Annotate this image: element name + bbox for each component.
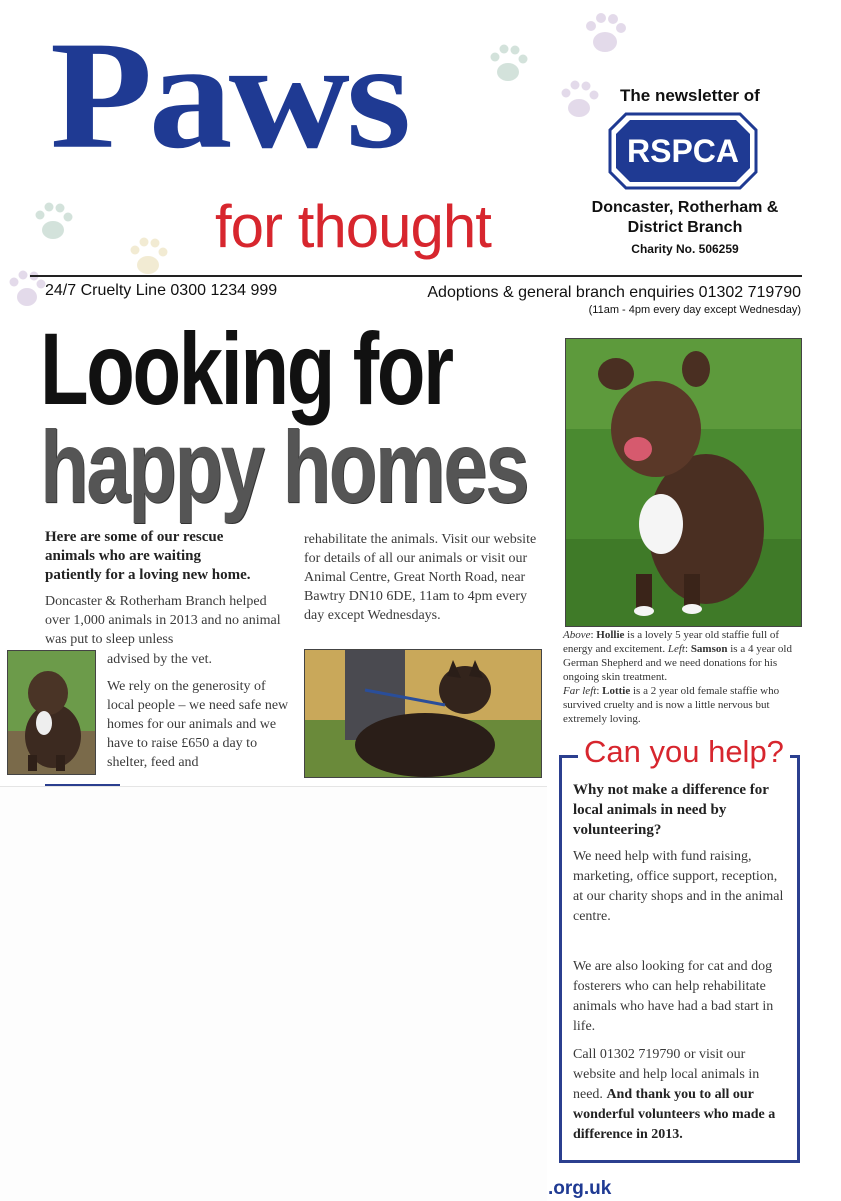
- article-paragraph-3: rehabilitate the animals. Visit our website for details of all our animals or visit our Animal Centre, Great North Road, near Bawtry DN10 6DE, 11am to 4pm every day except Wednesdays.: [304, 532, 537, 623]
- headline-line-1: Looking for: [40, 312, 452, 426]
- paw-print-icon: [30, 200, 76, 244]
- adoptions-line: Adoptions & general branch enquiries 01302 719790: [427, 284, 801, 301]
- paw-print-icon: [485, 42, 531, 86]
- caption-left-text: is a 4 year old German Shepherd and we need donations for his ongoing skin treatment.: [563, 643, 792, 683]
- rspca-logo: [608, 112, 758, 190]
- caption-farleft-name: Lottie: [602, 685, 631, 697]
- paw-print-icon: [556, 78, 602, 122]
- article-intro: Here are some of our rescue animals who are waiting patiently for a loving new home.: [45, 529, 251, 583]
- caption-farleft-label: Far left: [563, 685, 597, 697]
- article-paragraph-1-cont: advised by the vet.: [107, 652, 212, 667]
- samson-photo: [304, 649, 542, 778]
- lottie-photo: [7, 650, 96, 775]
- hollie-photo: [565, 338, 802, 627]
- help-paragraph-2: We are also looking for cat and dog fosterers who can help rehabilitate animals who have had a bad start in life.: [573, 959, 774, 1034]
- paw-print-icon: [125, 235, 171, 279]
- blank-paper-area: [0, 786, 547, 1201]
- caption-above-label: Above: [563, 629, 591, 641]
- caption-left-name: Samson: [690, 643, 728, 655]
- branch-name: [585, 198, 785, 238]
- help-paragraph-3-text: Call 01302 719790 or visit our website and help local animals in need.: [573, 1047, 760, 1102]
- help-lead: Why not make a difference for local animals in need by volunteering?: [573, 782, 769, 838]
- caption-above-text: is a lovely 5 year old staffie full of energy and excitement.: [563, 629, 780, 655]
- masthead-subtitle: for thought: [215, 193, 491, 260]
- headline-line-2: happy homes: [40, 410, 528, 524]
- help-paragraph-3: [573, 1045, 788, 1145]
- caption-left-label: Left: [667, 643, 685, 655]
- charity-number: Charity No. 506259: [631, 242, 739, 256]
- masthead-title: Paws: [50, 9, 408, 181]
- photo-caption: Above: Hollie is a lovely 5 year old staffie full of energy and excitement. Left: Samson is a 4 year old German Shepherd and we need donations for his ongoing skin treatment. Far left: Lottie is a 2 year old female staffie who survived cruelty and is now a little nervous but extremely loving.: [563, 629, 792, 725]
- website-url[interactable]: .org.uk: [548, 1178, 612, 1199]
- header-rule: [30, 275, 802, 277]
- branch-line-2: District Branch: [627, 219, 743, 236]
- help-thanks: And thank you to all our wonderful volunteers who made a difference in 2013.: [573, 1087, 776, 1142]
- article-paragraph-2: We rely on the generosity of local people – we need safe new homes for our animals and we have to raise £650 a day to shelter, feed and: [107, 679, 289, 770]
- newsletter-of-label: The newsletter of: [620, 86, 760, 105]
- cruelty-line: 24/7 Cruelty Line 0300 1234 999: [45, 282, 278, 299]
- svg-text:RSPCA: RSPCA: [626, 133, 740, 169]
- caption-above-name: Hollie: [596, 629, 625, 641]
- article-paragraph-1: Doncaster & Rotherham Branch helped over 1,000 animals in 2013 and no animal was put to sleep unless: [45, 594, 281, 647]
- help-paragraph-1: We need help with fund raising, marketing, office support, reception, at our charity shops and in the animal centre.: [573, 849, 784, 924]
- opening-hours: (11am - 4pm every day except Wednesday): [588, 304, 801, 316]
- paw-print-icon: [580, 10, 630, 58]
- caption-farleft-text: is a 2 year old female staffie who survived cruelty and is now a little nervous but extremely loving.: [563, 685, 780, 725]
- branch-line-1: Doncaster, Rotherham &: [591, 199, 779, 216]
- help-title: Can you help?: [578, 734, 790, 770]
